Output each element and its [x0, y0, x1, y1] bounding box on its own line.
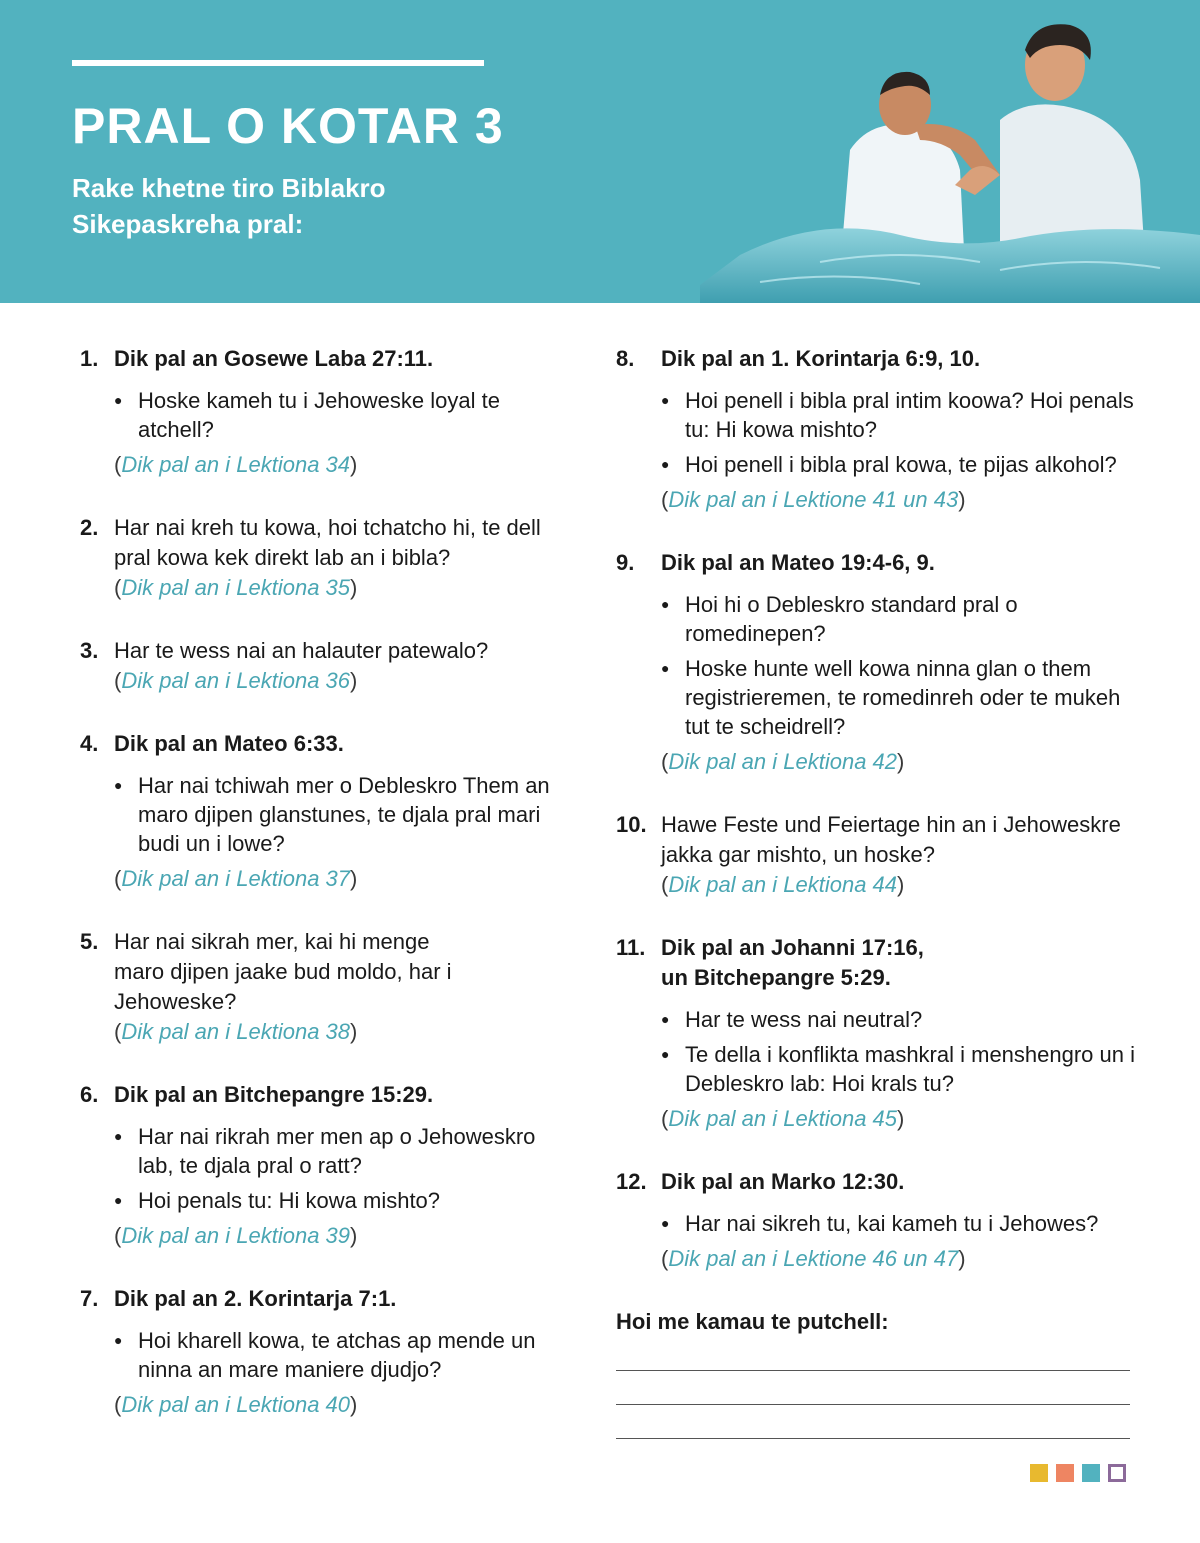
- question-item: [616, 1167, 1136, 1274]
- lesson-reference: (Dik pal an i Lektiona 44): [661, 872, 905, 897]
- color-squares: [1030, 1464, 1126, 1482]
- question-bullet: ● Hoi kharell kowa, te atchas ap mende un ninna an mare maniere djudjo?: [114, 1326, 560, 1384]
- lesson-reference: (Dik pal an i Lektiona 34): [114, 452, 358, 477]
- question-text: Dik pal an Gosewe Laba 27:11.: [114, 346, 434, 371]
- question-text: Har te wess nai an halauter patewalo?: [114, 638, 489, 663]
- baptism-illustration: [700, 0, 1200, 303]
- question-text: Hawe Feste und Feiertage hin an i Jehoweskre jakka gar mishto, un hoske?: [661, 812, 1121, 867]
- question-number: 8.: [616, 346, 635, 371]
- question-item: [80, 729, 560, 894]
- question-bullet: ● Hoi penell i bibla pral kowa, te pijas alkohol?: [661, 450, 1136, 479]
- question-text: Dik pal an Marko 12:30.: [661, 1169, 905, 1194]
- question-number: 7.: [80, 1286, 99, 1311]
- question-text: Har nai sikrah mer, kai hi menge maro djipen jaake bud moldo, har i Jehoweske?: [114, 929, 452, 1014]
- question-item: [616, 810, 1136, 900]
- question-number: 4.: [80, 731, 99, 756]
- lesson-reference: (Dik pal an i Lektiona 39): [114, 1223, 358, 1248]
- lesson-reference: (Dik pal an i Lektiona 35): [114, 575, 358, 600]
- questions-right-column: [616, 344, 1136, 1439]
- notes-label: Hoi me kamau te putchell:: [616, 1309, 889, 1334]
- question-text: Dik pal an Bitchepangre 15:29.: [114, 1082, 434, 1107]
- question-bullet: ● Hoi hi o Debleskro standard pral o romedinepen?: [661, 590, 1136, 648]
- header-banner: [0, 0, 1200, 303]
- question-number: 5.: [80, 929, 99, 954]
- question-number: 1.: [80, 346, 99, 371]
- question-bullet: ● Te della i konflikta mashkral i menshengro un i Debleskro lab: Hoi krals tu?: [661, 1040, 1136, 1098]
- header-rule: [72, 60, 484, 66]
- question-item: [80, 344, 560, 480]
- lesson-reference: (Dik pal an i Lektione 46 un 47): [661, 1246, 966, 1271]
- question-bullet: ● Hoi penals tu: Hi kowa mishto?: [114, 1186, 560, 1215]
- question-item: [80, 636, 560, 696]
- question-number: 11.: [616, 935, 646, 960]
- question-text: Dik pal an Mateo 19:4-6, 9.: [661, 550, 935, 575]
- subtitle-line-1: Rake khetne tiro Biblakro: [72, 173, 386, 203]
- question-item: [80, 1284, 560, 1420]
- lesson-reference: (Dik pal an i Lektiona 37): [114, 866, 358, 891]
- question-number: 3.: [80, 638, 99, 663]
- question-number: 9.: [616, 550, 635, 575]
- note-line[interactable]: [616, 1438, 1130, 1439]
- question-text: Dik pal an 1. Korintarja 6:9, 10.: [661, 346, 981, 371]
- yellow-square: [1030, 1464, 1048, 1482]
- question-item: [80, 927, 560, 1047]
- purple-outline-square: [1108, 1464, 1126, 1482]
- question-item: [80, 513, 560, 603]
- lesson-reference: (Dik pal an i Lektiona 38): [114, 1019, 358, 1044]
- teal-square: [1082, 1464, 1100, 1482]
- lesson-reference: (Dik pal an i Lektiona 45): [661, 1106, 905, 1131]
- page-subtitle: [72, 170, 492, 242]
- question-text: Dik pal an Mateo 6:33.: [114, 731, 344, 756]
- question-bullet: ● Har te wess nai neutral?: [661, 1005, 1136, 1034]
- question-text: Dik pal an Johanni 17:16, un Bitchepangre 5:29.: [661, 935, 924, 990]
- question-bullet: ● Har nai rikrah mer men ap o Jehoweskro lab, te djala pral o ratt?: [114, 1122, 560, 1180]
- question-bullet: ● Har nai sikreh tu, kai kameh tu i Jehowes?: [661, 1209, 1136, 1238]
- lesson-reference: (Dik pal an i Lektiona 42): [661, 749, 905, 774]
- question-number: 2.: [80, 515, 99, 540]
- orange-square: [1056, 1464, 1074, 1482]
- question-item: [616, 933, 1136, 1134]
- lesson-reference: (Dik pal an i Lektione 41 un 43): [661, 487, 966, 512]
- question-text: Dik pal an 2. Korintarja 7:1.: [114, 1286, 397, 1311]
- subtitle-line-2: Sikepaskreha pral:: [72, 209, 304, 239]
- question-number: 6.: [80, 1082, 99, 1107]
- lesson-reference: (Dik pal an i Lektiona 36): [114, 668, 358, 693]
- note-line[interactable]: [616, 1370, 1130, 1371]
- question-number: 12.: [616, 1169, 647, 1194]
- notes-section: [616, 1307, 1136, 1439]
- question-bullet: ● Hoske kameh tu i Jehoweske loyal te atchell?: [114, 386, 560, 444]
- question-item: [80, 1080, 560, 1251]
- question-number: 10.: [616, 812, 647, 837]
- questions-left-column: [80, 344, 560, 1453]
- question-item: [616, 344, 1136, 515]
- question-bullet: ● Har nai tchiwah mer o Debleskro Them an maro djipen glanstunes, te djala pral mari budi un i lowe?: [114, 771, 560, 858]
- question-bullet: ● Hoi penell i bibla pral intim koowa? Hoi penals tu: Hi kowa mishto?: [661, 386, 1136, 444]
- question-item: [616, 548, 1136, 777]
- question-bullet: ● Hoske hunte well kowa ninna glan o them registrieremen, te romedinreh oder te mukeh tut te scheidrell?: [661, 654, 1136, 741]
- note-line[interactable]: [616, 1404, 1130, 1405]
- question-text: Har nai kreh tu kowa, hoi tchatcho hi, te dell pral kowa kek direkt lab an i bibla?: [114, 515, 541, 570]
- lesson-reference: (Dik pal an i Lektiona 40): [114, 1392, 358, 1417]
- page-title: PRAL O KOTAR 3: [72, 98, 504, 154]
